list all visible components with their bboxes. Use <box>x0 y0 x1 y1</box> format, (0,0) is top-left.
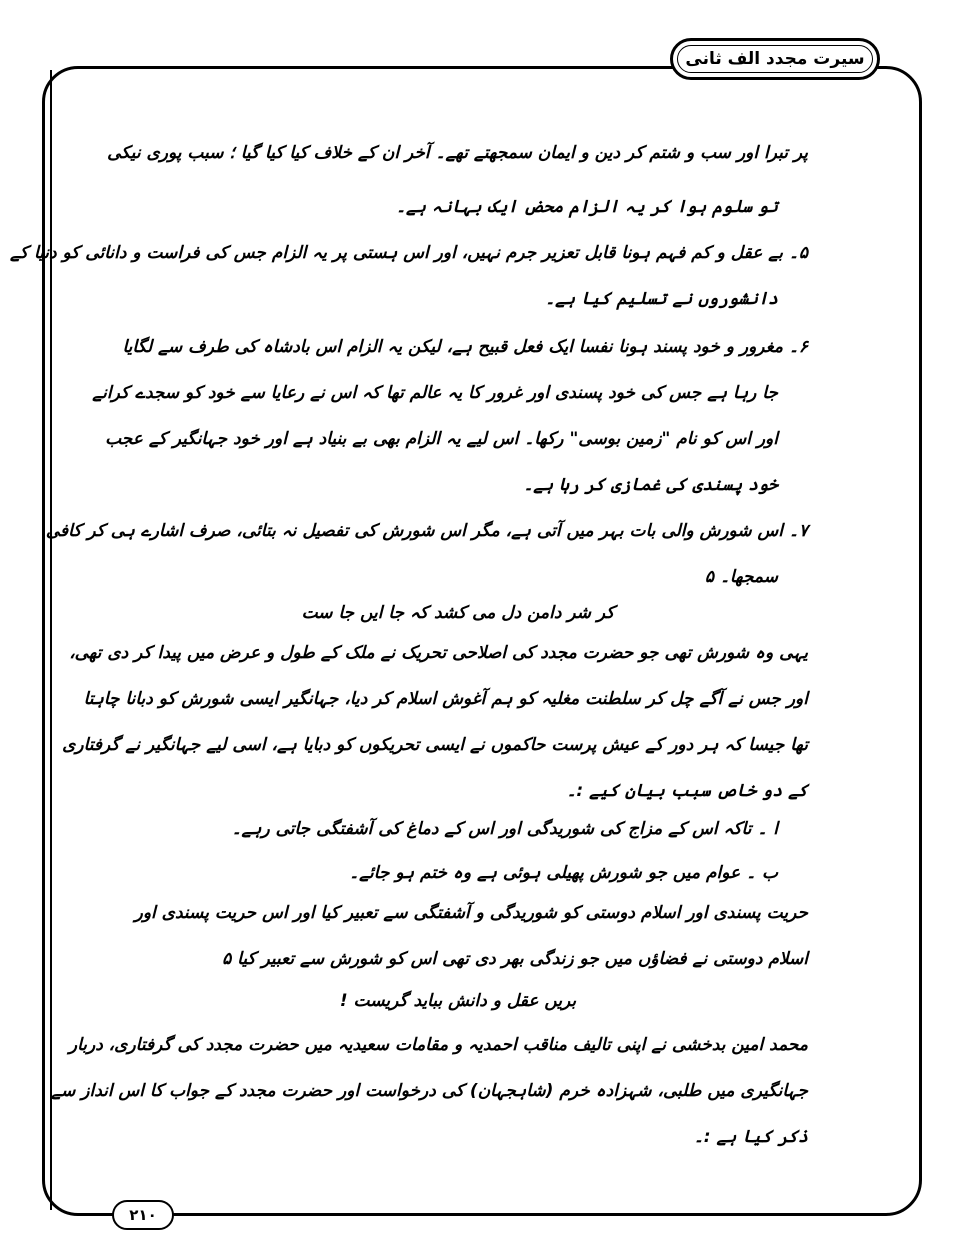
text-line: تو سلوم ہوا کر یہ الزام محض ایک بہانہ ہے۔ <box>396 197 778 217</box>
text-line: یہی وہ شورش تھی جو حضرت مجدد کی اصلاحی تحریک نے ملک کے طول و عرض میں پیدا کر دی تھی، <box>69 643 808 663</box>
text-line: جا رہا ہے جس کی خود پسندی اور غرور کا یہ عالم تھا کہ اس نے رعایا سے خود کو سجدے کرانے <box>92 383 778 403</box>
text-line: کے دو خاص سبب بیان کیے :۔ <box>566 781 808 801</box>
text-line: اور اس کو نام "زمین بوسی" رکھا۔ اس لیے یہ الزام بھی بے بنیاد ہے اور خود جہانگیر کے عجب <box>105 429 778 449</box>
text-line: دانشوروں نے تسلیم کیا ہے۔ <box>545 289 778 309</box>
text-line: پر تبرا اور سب و شتم کر دین و ایمان سمجھتے تھے۔ آخر ان کے خلاف کیا کیا گیا ؛ سبب پوری نیکی <box>107 143 808 163</box>
text-line: ۶۔ مغرور و خود پسند ہونا نفسا ایک فعل قبیح ہے، لیکن یہ الزام اس بادشاہ کی طرف سے لگایا <box>122 337 808 357</box>
verse-line: کر شر دامن دل می کشد کہ جا ایں جا ست <box>301 603 615 623</box>
header-title-badge <box>670 38 880 80</box>
list-item: ا ۔ تاکہ اس کے مزاج کی شوریدگی اور اس کے دماغ کی آشفتگی جاتی رہے۔ <box>231 819 778 839</box>
text-line: ۵۔ بے عقل و کم فہم ہونا قابل تعزیر جرم نہیں، اور اس ہستی پر یہ الزام جس کی فراست و دانائی کو دنیا کے <box>10 243 808 263</box>
text-line: جہانگیری میں طلبی، شہزادہ خرم (شاہجہان) کی درخواست اور حضرت مجدد کے جواب کا اس انداز سے <box>51 1081 808 1101</box>
text-line: ذکر کیا ہے :۔ <box>693 1127 808 1147</box>
text-line: اور جس نے آگے چل کر سلطنت مغلیہ کو ہم آغوش اسلام کر دیا، جہانگیر ایسی شورش کو دبانا چاہتا <box>83 689 808 709</box>
list-item: ب ۔ عوام میں جو شورش پھیلی ہوئی ہے وہ ختم ہو جائے۔ <box>349 863 778 883</box>
page-number-badge <box>112 1200 174 1230</box>
header-title: سیرت مجدد الف ثانی <box>685 49 865 69</box>
text-line: تھا جیسا کہ ہر دور کے عیش پرست حاکموں نے ایسی تحریکوں کو دبایا ہے، اسی لیے جہانگیر نے گرفتاری <box>62 735 808 755</box>
page-number: ۲۱۰ <box>129 1206 157 1224</box>
verse-line: بریں عقل و دانش بباید گریست ! <box>339 991 577 1011</box>
text-line: خود پسندی کی غمازی کر رہا ہے۔ <box>523 475 778 495</box>
text-line: ۷۔ اس شورش والی بات بہر میں آتی ہے، مگر اس شورش کی تفصیل نہ بتائی، صرف اشارے ہی کر کافی <box>45 521 808 541</box>
text-line: محمد امین بدخشی نے اپنی تالیف مناقب احمدیہ و مقامات سعیدیہ میں حضرت مجدد کی گرفتاری، دربار <box>68 1035 808 1055</box>
text-line: سمجھا۔ ۵ <box>704 567 778 587</box>
text-line: اسلام دوستی نے فضاؤں میں جو زندگی بھر دی تھی اس کو شورش سے تعبیر کیا ۵ <box>222 949 808 969</box>
text-line: حریت پسندی اور اسلام دوستی کو شوریدگی و آشفتگی سے تعبیر کیا اور اس حریت پسندی اور <box>134 903 808 923</box>
